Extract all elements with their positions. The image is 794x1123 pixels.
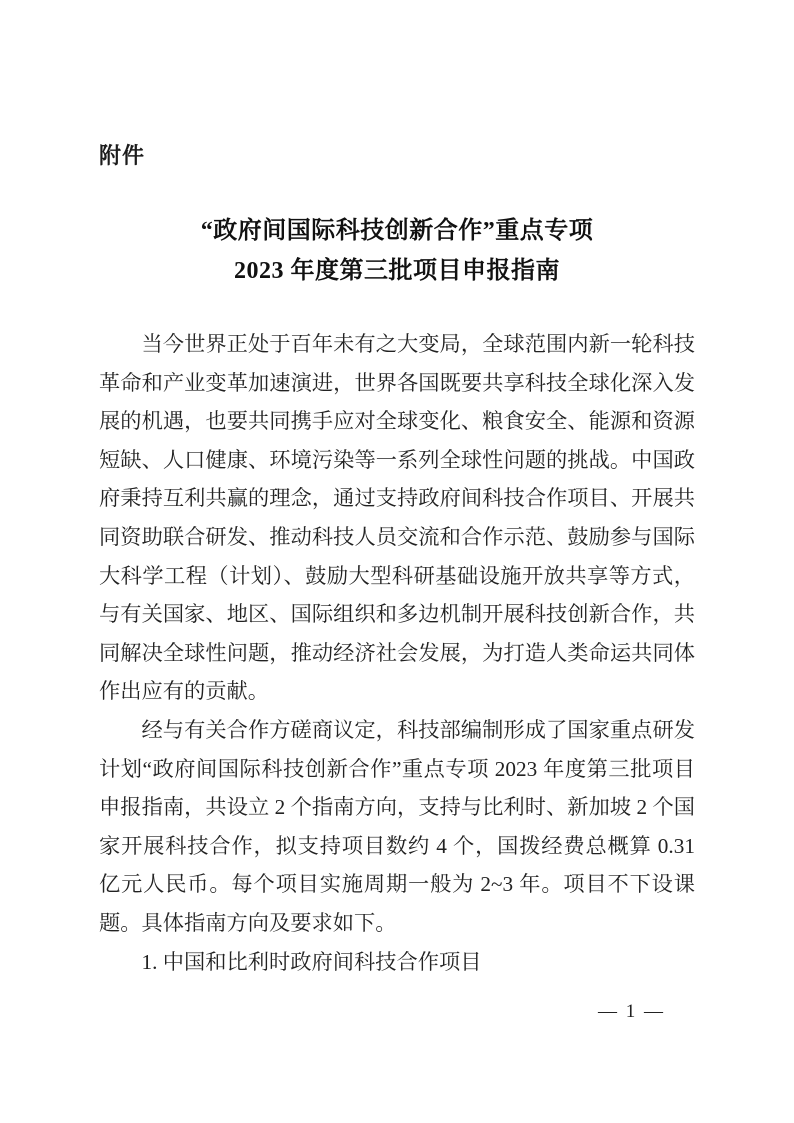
attachment-label: 附件	[99, 143, 146, 168]
document-title-line-2: 2023 年度第三批项目申报指南	[234, 257, 560, 284]
document-title-line-1: “政府间国际科技创新合作”重点专项	[200, 218, 594, 244]
section-heading-1: 1. 中国和比利时政府间科技合作项目	[141, 949, 482, 974]
body-paragraph-1: 当今世界正处于百年未有之大变局，全球范围内新一轮科技革命和产业变革加速演进，世界各国既要共享科技全球化深入发展的机遇，也要共同携手应对全球变化、粮食安全、能源和资源短缺、人口健康、环境污染等一系列全球性问题的挑战。中国政府秉持互利共赢的理念，通过支持政府间科技合作项目、开展共同资助联合研发、推动科技人员交流和合作示范、鼓励参与国际大科学工程（计划）、鼓励大型科研基础设施开放共享等方式，与有关国家、地区、国际组织和多边机制开展科技创新合作，共同解决全球性问题，推动经济社会发展，为打造人类命运共同体作出应有的贡献。	[99, 332, 695, 704]
page-number: — 1 —	[598, 1001, 665, 1022]
body-paragraph-2: 经与有关合作方磋商议定，科技部编制形成了国家重点研发计划“政府间国际科技创新合作”重点专项 2023 年度第三批项目申报指南，共设立 2 个指南方向，支持与比利时、新加坡 2 个国家开展科技合作，拟支持项目数约 4 个，国拨经费总概算 0.31 亿元人民币。每个项目实施周期一般为 2~3 年。项目不下设课题。具体指南方向及要求如下。	[99, 717, 695, 935]
document-title	[0, 212, 794, 291]
document-body	[99, 325, 695, 981]
